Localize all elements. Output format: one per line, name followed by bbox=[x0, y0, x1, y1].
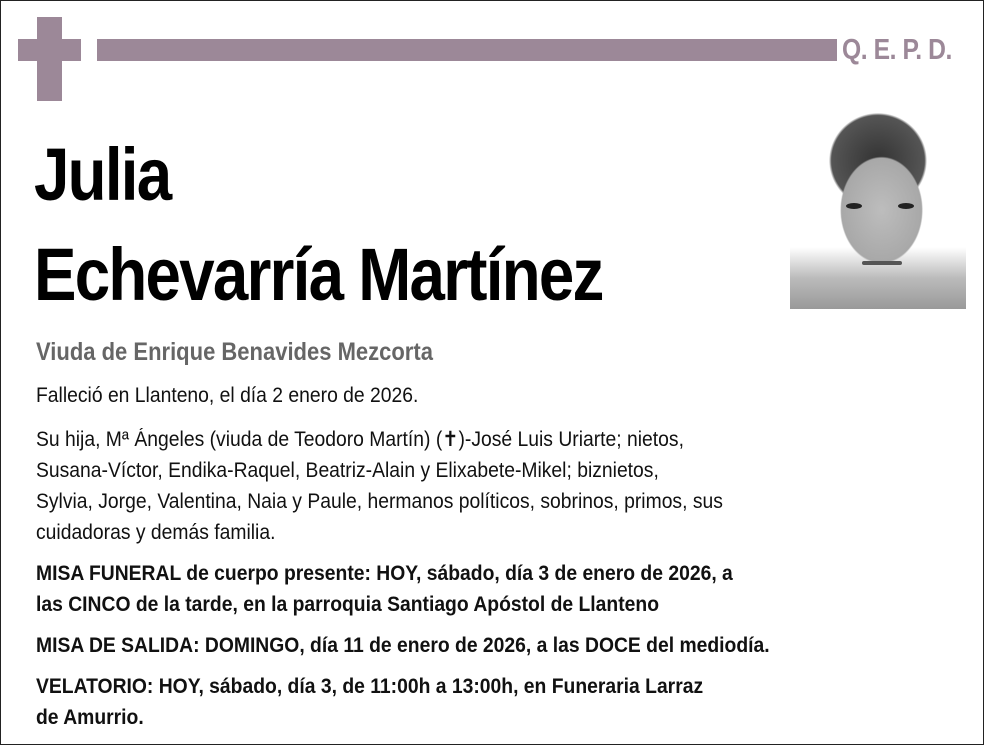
header-bar bbox=[97, 39, 837, 61]
family-list bbox=[36, 424, 882, 548]
cross-icon-arm bbox=[18, 39, 81, 61]
funeral-mass bbox=[36, 558, 882, 620]
funeral-line: las CINCO de la tarde, en la parroquia Santiago Apóstol de Llanteno bbox=[36, 593, 659, 616]
photo-mouth bbox=[862, 261, 902, 265]
death-notice: Falleció en Llanteno, el día 2 enero de 2026. bbox=[36, 384, 419, 407]
photo-eye-right bbox=[898, 203, 914, 209]
photo-eye-left bbox=[846, 203, 862, 209]
family-line: Su hija, Mª Ángeles (viuda de Teodoro Martín) (✝)-José Luis Uriarte; nietos, bbox=[36, 428, 684, 451]
family-line: Sylvia, Jorge, Valentina, Naia y Paule, hermanos políticos, sobrinos, primos, sus bbox=[36, 490, 723, 513]
departure-mass: MISA DE SALIDA: DOMINGO, día 11 de enero de 2026, a las DOCE del mediodía. bbox=[36, 634, 770, 657]
portrait-photo bbox=[790, 103, 966, 309]
funeral-line: MISA FUNERAL de cuerpo presente: HOY, sábado, día 3 de enero de 2026, a bbox=[36, 562, 733, 585]
wake-line: VELATORIO: HOY, sábado, día 3, de 11:00h a 13:00h, en Funeraria Larraz bbox=[36, 675, 704, 698]
widow-subtitle: Viuda de Enrique Benavides Mezcorta bbox=[36, 338, 433, 366]
deceased-first-name: Julia bbox=[34, 133, 171, 216]
family-line: Susana-Víctor, Endika-Raquel, Beatriz-Alain y Elixabete-Mikel; biznietos, bbox=[36, 459, 659, 482]
qepd-label: Q. E. P. D. bbox=[842, 34, 952, 66]
wake bbox=[36, 671, 882, 733]
wake-line: de Amurrio. bbox=[36, 706, 144, 729]
deceased-surnames: Echevarría Martínez bbox=[34, 233, 603, 316]
family-line: cuidadoras y demás familia. bbox=[36, 521, 276, 544]
